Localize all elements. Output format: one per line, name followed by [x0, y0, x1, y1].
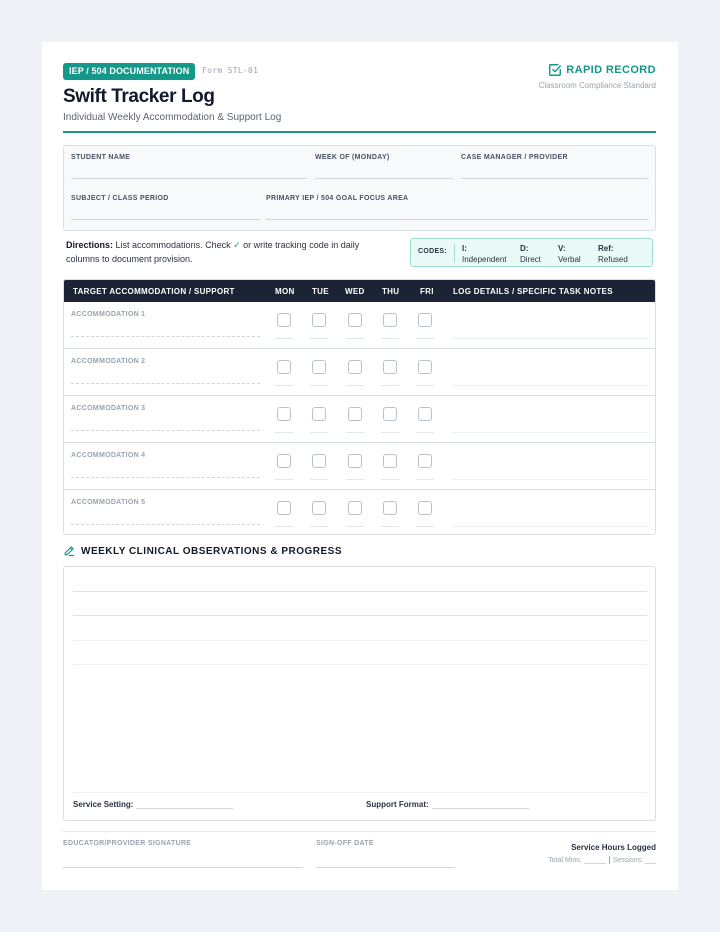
tue-checkbox[interactable] [312, 360, 326, 374]
page-subtitle: Individual Weekly Accommodation & Support Log [63, 112, 282, 123]
total-mins-label: Total Mins: [548, 857, 582, 864]
mon-checkbox[interactable] [277, 454, 291, 468]
code-refused [598, 243, 628, 265]
goal-area-line [266, 219, 649, 220]
table-row [64, 302, 656, 349]
form-page [42, 42, 678, 890]
codes-legend [410, 238, 653, 267]
wed-code-line [346, 526, 364, 527]
thu-code-line [381, 526, 399, 527]
thu-code-line [381, 432, 399, 433]
goal-area-label: PRIMARY IEP / 504 GOAL FOCUS AREA [266, 195, 409, 202]
goal-area-field[interactable] [266, 195, 408, 202]
wed-code-line [346, 479, 364, 480]
mon-code-line [275, 479, 293, 480]
observation-line [73, 640, 647, 641]
documentation-badge: IEP / 504 DOCUMENTATION [63, 63, 195, 80]
wed-checkbox[interactable] [348, 313, 362, 327]
tue-checkbox[interactable] [312, 407, 326, 421]
observations-title: WEEKLY CLINICAL OBSERVATIONS & PROGRESS [81, 545, 343, 557]
col-fri: FRI [420, 287, 434, 296]
fri-code-line [416, 385, 434, 386]
observation-line [73, 664, 647, 665]
col-tue: TUE [312, 287, 329, 296]
mon-code-line [275, 432, 293, 433]
thu-code-line [381, 479, 399, 480]
accommodation-label: ACCOMMODATION 4 [71, 452, 146, 459]
col-accommodation: TARGET ACCOMMODATION / SUPPORT [73, 287, 235, 296]
codes-divider [454, 244, 455, 262]
sessions-label: Sessions: [612, 857, 644, 864]
table-row [64, 490, 656, 535]
support-format-label: Support Format: [366, 800, 429, 809]
service-setting-line [136, 800, 233, 809]
fri-code-line [416, 432, 434, 433]
subject-line [71, 219, 260, 220]
student-name-line [71, 178, 307, 179]
notes-input[interactable] [452, 338, 648, 339]
fri-checkbox[interactable] [418, 360, 432, 374]
thu-checkbox[interactable] [383, 454, 397, 468]
week-of-line [315, 178, 453, 179]
accommodation-label: ACCOMMODATION 1 [71, 311, 146, 318]
tue-code-line [310, 526, 328, 527]
notes-input[interactable] [452, 432, 648, 433]
student-name-label: STUDENT NAME [71, 154, 131, 161]
support-format-line [432, 800, 529, 809]
col-thu: THU [382, 287, 400, 296]
table-row [64, 443, 656, 490]
thu-checkbox[interactable] [383, 313, 397, 327]
col-mon: MON [275, 287, 295, 296]
table-header [64, 280, 656, 302]
code-key: D: [520, 244, 529, 253]
observation-line [73, 591, 647, 592]
tue-code-line [310, 432, 328, 433]
accommodation-input[interactable] [71, 383, 260, 384]
notes-input[interactable] [452, 479, 648, 480]
pencil-icon [63, 545, 75, 557]
sessions-input[interactable] [645, 857, 656, 864]
case-manager-line [461, 178, 649, 179]
mon-checkbox[interactable] [277, 360, 291, 374]
separator [609, 856, 610, 864]
mon-checkbox[interactable] [277, 313, 291, 327]
code-value: Refused [598, 255, 628, 264]
mon-checkbox[interactable] [277, 501, 291, 515]
case-manager-field[interactable] [461, 154, 568, 161]
student-name-field[interactable] [71, 154, 130, 161]
mon-code-line [275, 385, 293, 386]
fri-code-line [416, 526, 434, 527]
code-key: V: [558, 244, 566, 253]
code-key: I: [462, 244, 467, 253]
wed-code-line [346, 432, 364, 433]
thu-code-line [381, 338, 399, 339]
tue-checkbox[interactable] [312, 313, 326, 327]
brand-name: RAPID RECORD [566, 64, 656, 76]
code-independent [462, 243, 507, 265]
signature-label: EDUCATOR/PROVIDER SIGNATURE [63, 840, 192, 847]
brand-subtitle: Classroom Compliance Standard [538, 81, 656, 90]
check-mark-icon: ✓ [233, 240, 241, 250]
service-hours-fields [548, 856, 656, 864]
fri-checkbox[interactable] [418, 454, 432, 468]
directions-text [66, 238, 386, 266]
subject-field[interactable] [71, 195, 169, 202]
thu-code-line [381, 385, 399, 386]
code-key: Ref: [598, 244, 614, 253]
fri-code-line [416, 479, 434, 480]
accommodation-input[interactable] [71, 430, 260, 431]
table-row [64, 396, 656, 443]
wed-checkbox[interactable] [348, 360, 362, 374]
code-value: Independent [462, 255, 507, 264]
week-of-field[interactable] [315, 154, 390, 161]
codes-title: CODES: [418, 248, 448, 255]
signature-line[interactable] [63, 867, 303, 868]
thu-checkbox[interactable] [383, 407, 397, 421]
service-hours-label: Service Hours Logged [571, 843, 656, 852]
wed-checkbox[interactable] [348, 501, 362, 515]
support-format-field[interactable] [366, 800, 529, 809]
accommodation-input[interactable] [71, 524, 260, 525]
case-manager-label: CASE MANAGER / PROVIDER [461, 154, 568, 161]
directions-label: Directions: [66, 240, 114, 250]
tue-checkbox[interactable] [312, 501, 326, 515]
service-setting-label: Service Setting: [73, 800, 134, 809]
week-of-label: WEEK OF (MONDAY) [315, 154, 390, 161]
accommodation-input[interactable] [71, 336, 260, 337]
tue-checkbox[interactable] [312, 454, 326, 468]
col-wed: WED [345, 287, 365, 296]
directions-text-after: or write tracking code in daily columns to document provision. [66, 240, 360, 264]
accommodation-input[interactable] [71, 477, 260, 478]
sign-off-date-label: SIGN-OFF DATE [316, 840, 374, 847]
mon-checkbox[interactable] [277, 407, 291, 421]
wed-code-line [346, 338, 364, 339]
service-setting-field[interactable] [73, 800, 233, 809]
notes-input[interactable] [452, 526, 648, 527]
tue-code-line [310, 385, 328, 386]
observations-heading [63, 545, 342, 557]
sign-off-date-line[interactable] [316, 867, 455, 868]
code-value: Verbal [558, 255, 581, 264]
tue-code-line [310, 479, 328, 480]
wed-checkbox[interactable] [348, 454, 362, 468]
page-title: Swift Tracker Log [63, 86, 215, 107]
accommodation-table [63, 279, 656, 535]
brand [548, 63, 656, 77]
fri-checkbox[interactable] [418, 313, 432, 327]
fri-checkbox[interactable] [418, 501, 432, 515]
code-value: Direct [520, 255, 541, 264]
subject-label: SUBJECT / CLASS PERIOD [71, 195, 169, 202]
accommodation-label: ACCOMMODATION 3 [71, 405, 146, 412]
fri-checkbox[interactable] [418, 407, 432, 421]
observation-footer-divider [73, 792, 647, 793]
accommodation-label: ACCOMMODATION 2 [71, 358, 146, 365]
tue-code-line [310, 338, 328, 339]
header-divider [63, 131, 656, 133]
table-row [64, 349, 656, 396]
col-notes: LOG DETAILS / SPECIFIC TASK NOTES [453, 287, 613, 296]
signature-divider [63, 831, 656, 832]
notes-input[interactable] [452, 385, 648, 386]
accommodation-label: ACCOMMODATION 5 [71, 499, 146, 506]
wed-checkbox[interactable] [348, 407, 362, 421]
mon-code-line [275, 338, 293, 339]
checkbox-check-icon [548, 63, 562, 77]
observation-line [73, 615, 647, 616]
directions-text-before: List accommodations. Check [115, 240, 231, 250]
total-mins-input[interactable] [584, 857, 606, 864]
wed-code-line [346, 385, 364, 386]
fri-code-line [416, 338, 434, 339]
observations-box[interactable] [63, 566, 656, 821]
code-verbal [558, 243, 581, 265]
student-info-box [63, 145, 656, 231]
mon-code-line [275, 526, 293, 527]
thu-checkbox[interactable] [383, 360, 397, 374]
code-direct [520, 243, 541, 265]
thu-checkbox[interactable] [383, 501, 397, 515]
form-code: Form STL-01 [202, 66, 259, 75]
